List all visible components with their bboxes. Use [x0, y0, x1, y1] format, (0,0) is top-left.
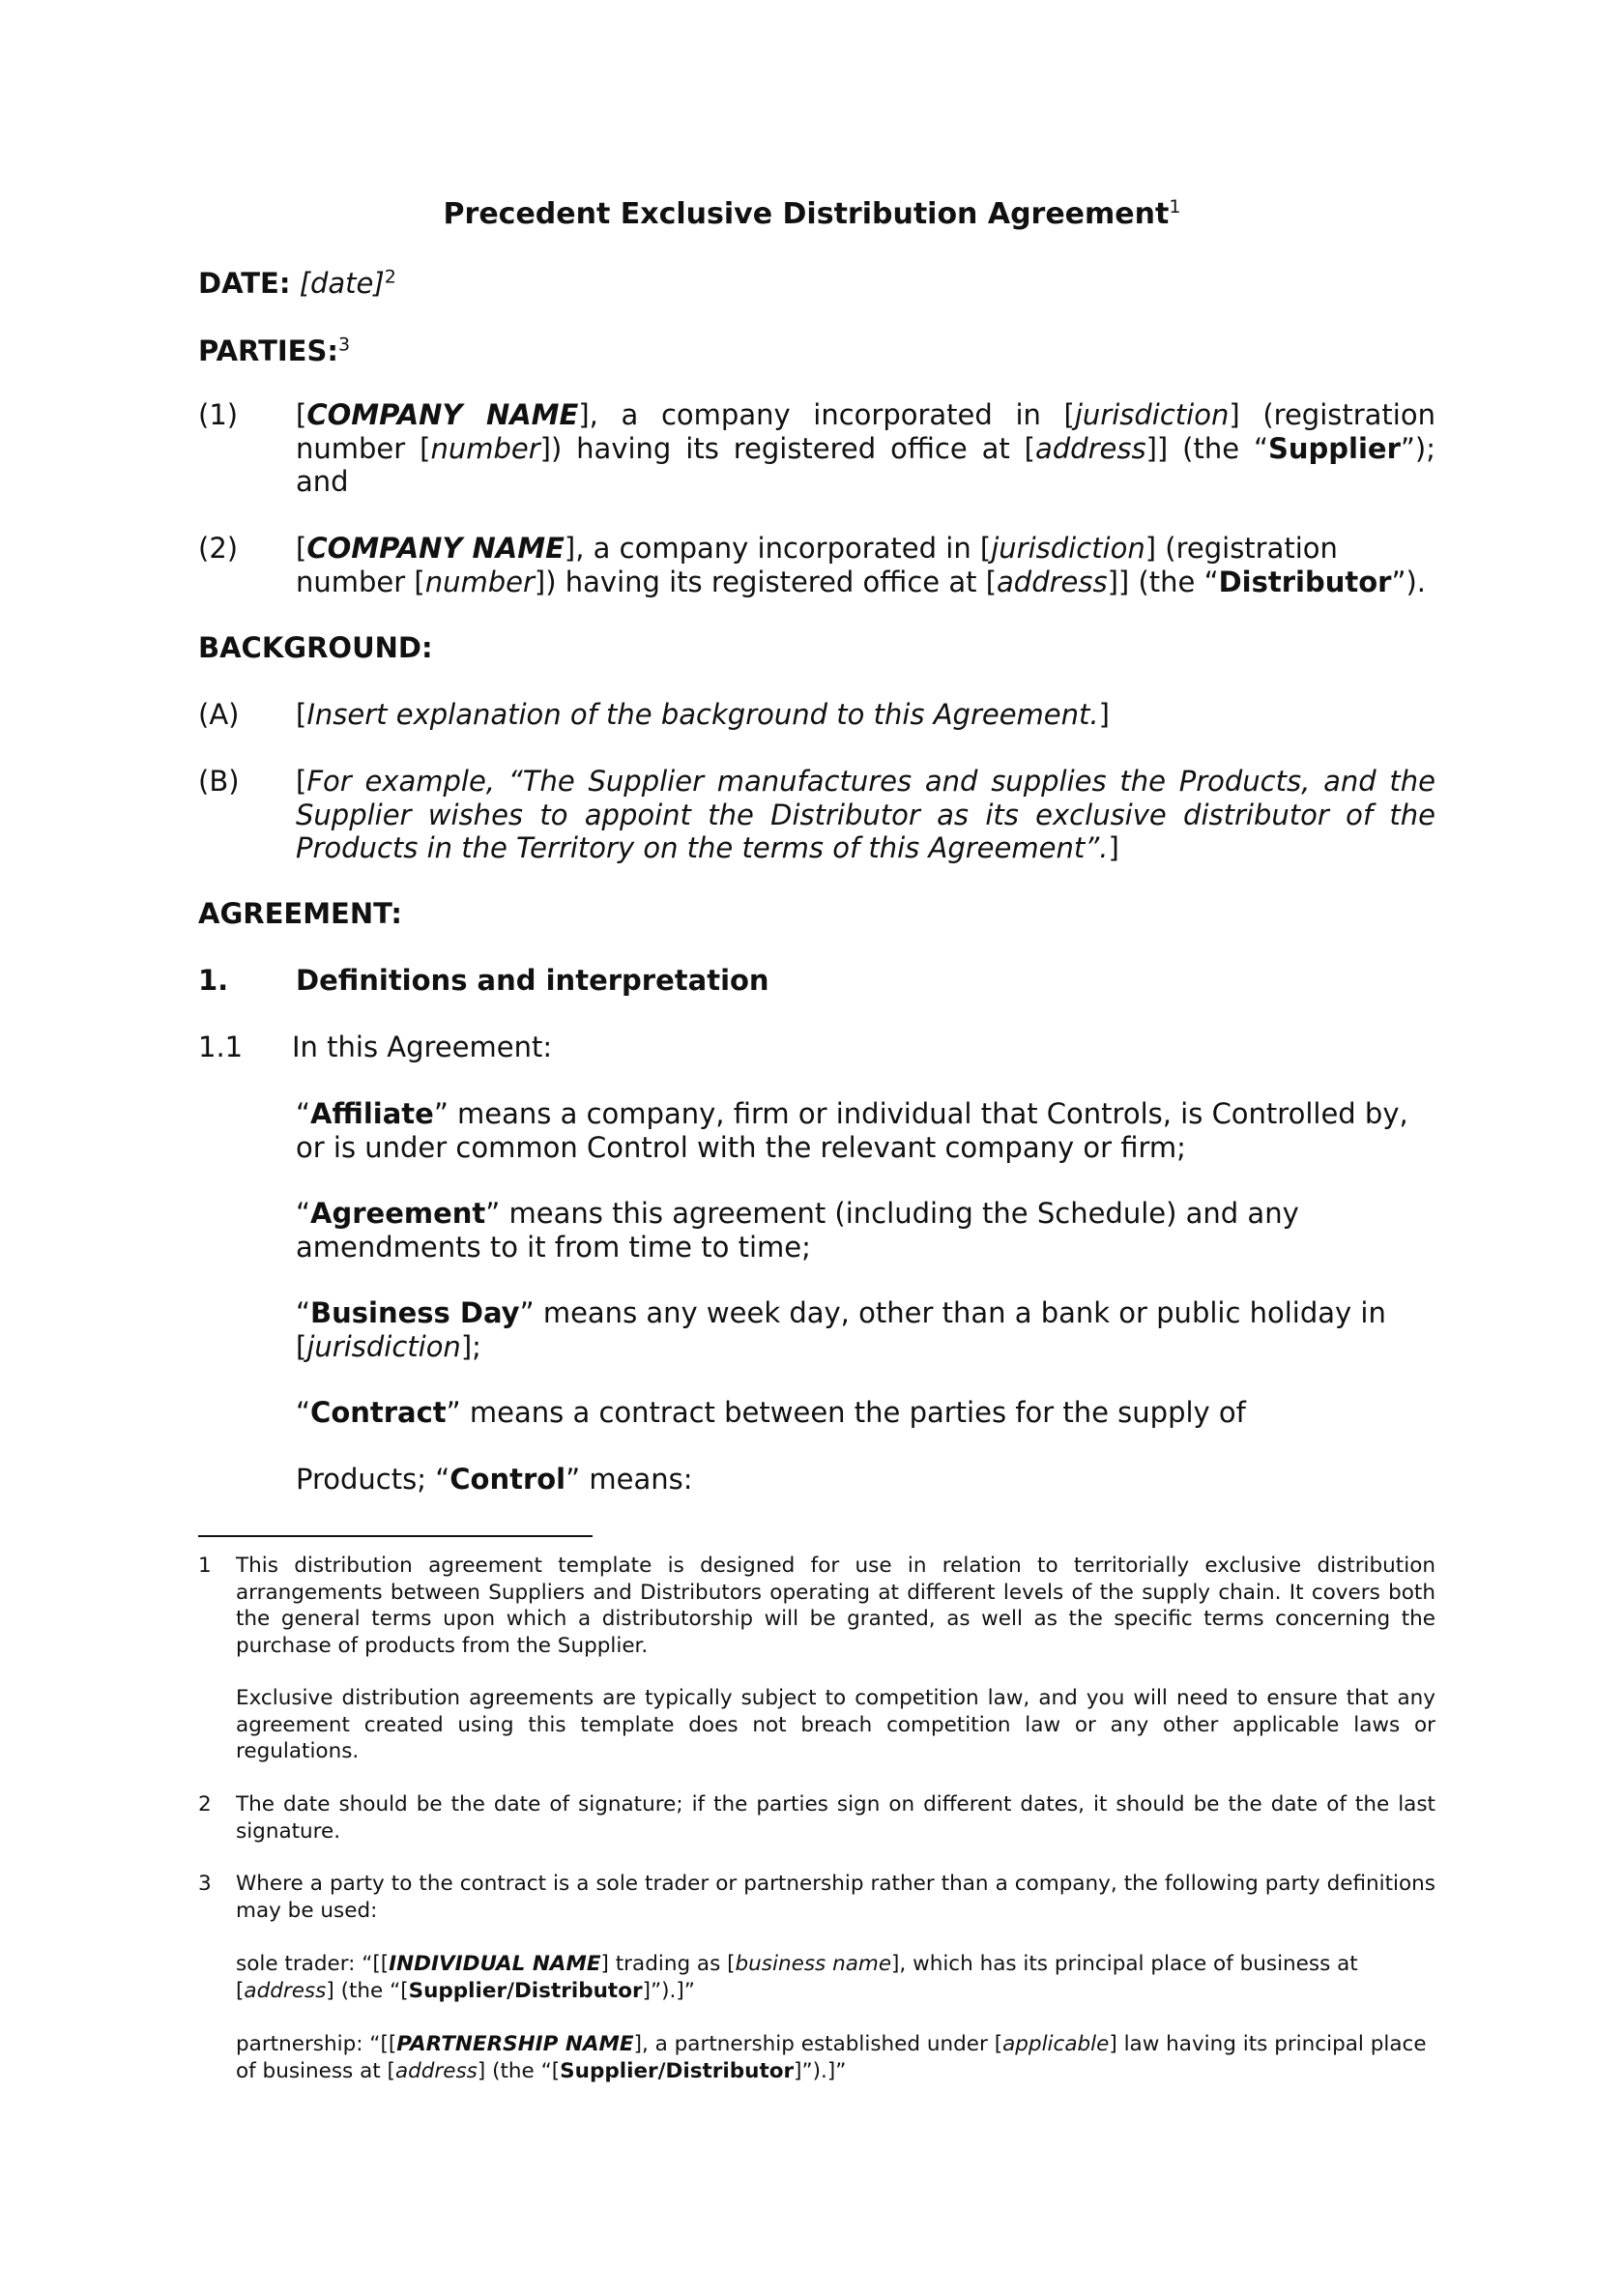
definition-text: ” means:	[565, 1463, 693, 1496]
fn-text: partnership: “[[	[236, 2032, 397, 2056]
date-value: [date]	[299, 267, 385, 300]
footnote-3-para-1: Where a party to the contract is a sole trader or partnership rather than a company, the following party definitions may be used:	[236, 1872, 1435, 1923]
definition-business-day: “Business Day” means any week day, other than a bank or public holiday in [jurisdiction];	[296, 1296, 1386, 1363]
date-line	[198, 267, 396, 301]
parties-heading	[198, 334, 350, 368]
definition-control	[296, 1463, 1435, 1497]
party-1-jurisdiction: jurisdiction	[1074, 398, 1230, 431]
party-2-jurisdiction: jurisdiction	[991, 532, 1145, 565]
footnote-ref-1: 1	[1169, 196, 1181, 218]
fn-defined: Supplier/Distributor	[408, 1978, 643, 2003]
footnote-1-para-1: This distribution agreement template is designed for use in relation to territorially exclusive distribution arrangements between Suppliers and Distributors operating at different levels of the supply chain. It covers both the general terms upon which a distributorship will be granted, as well as the specific terms concerning the purchase of products from the Supplier.	[236, 1554, 1435, 1658]
fn-italic: address	[394, 2058, 478, 2083]
party-2-tail: ”).	[1391, 565, 1427, 598]
title-text: Precedent Exclusive Distribution Agreement	[443, 197, 1170, 231]
background-a-number: (A)	[198, 698, 240, 731]
footnote-1-para-2: Exclusive distribution agreements are typically subject to competition law, and you will need to ensure that any agreement created using this template does not breach competition law or any other applicable laws or regulations.	[236, 1686, 1435, 1763]
parties-label: PARTIES:	[198, 334, 338, 367]
fn-italic: applicable	[1002, 2032, 1110, 2056]
fn-italic: address	[244, 1978, 327, 2003]
background-b-italic: For example, “The Supplier manufactures and supplies the Products, and the Supplier wishes to appoint the Distributor as its exclusive distributor of the Products in the Territory on the terms of this Agreement”.	[296, 765, 1435, 864]
definition-agreement: “Agreement” means this agreement (including the Schedule) and any amendments to it from time to time;	[296, 1197, 1299, 1264]
section-1-title: Definitions and interpretation	[296, 964, 769, 997]
agreement-heading: AGREEMENT:	[198, 897, 402, 930]
definition-pre: Products; “	[296, 1463, 450, 1496]
definition-text: ” means this agreement (including the Schedule) and any amendments to it from time to time;	[296, 1197, 1299, 1264]
footnote-ref-3: 3	[337, 334, 351, 356]
party-2-name: COMPANY NAME	[306, 532, 565, 565]
party-1-name: COMPANY NAME	[306, 398, 579, 431]
fn-text: ] trading as [	[600, 1952, 736, 1976]
fn-defined: Supplier/Distributor	[560, 2058, 795, 2083]
definition-text: ” means a contract between the parties for the supply of	[446, 1396, 1246, 1429]
definition-italic: jurisdiction	[306, 1329, 461, 1363]
fn-name: INDIVIDUAL NAME	[389, 1952, 601, 1976]
fn-italic: business name	[735, 1952, 892, 1976]
footnote-3-sole-trader	[236, 1951, 1435, 2004]
footnote-3-number: 3	[198, 1872, 212, 1896]
background-a-text: [Insert explanation of the background to this Agreement.]	[296, 698, 1110, 731]
footnote-ref-2: 2	[384, 266, 396, 288]
fn-text: ]”).]”	[642, 1978, 695, 2003]
party-2-number-value: number	[424, 565, 535, 598]
party-1-defined-term: Supplier	[1268, 431, 1401, 465]
party-2-defined-term: Distributor	[1218, 565, 1392, 598]
definition-term: Agreement	[310, 1197, 486, 1230]
background-heading: BACKGROUND:	[198, 631, 433, 664]
fn-text: ] (the “[	[477, 2058, 561, 2083]
definition-text: ” means any week day, other than a bank or public holiday in [	[296, 1296, 1386, 1363]
clause-1-1-text: In this Agreement:	[292, 1031, 553, 1063]
fn-text: ]”).]”	[794, 2058, 847, 2083]
party-2-number: (2)	[198, 532, 239, 565]
date-label: DATE:	[198, 267, 291, 300]
fn-text: ], a partnership established under [	[633, 2032, 1003, 2056]
document-title	[193, 197, 1431, 231]
party-1-number: (1)	[198, 398, 239, 431]
footnote-2-para-1: The date should be the date of signature; if the parties sign on different dates, it should be the date of the last signature.	[236, 1792, 1435, 1844]
footnote-3-partnership	[236, 2031, 1435, 2084]
party-2-text: [COMPANY NAME], a company incorporated in [jurisdiction] (registration number [number]) having its registered office at [address]] (the “Distributor”).	[296, 532, 1427, 598]
definition-term: Control	[449, 1463, 566, 1496]
definition-term: Contract	[310, 1396, 447, 1429]
definition-term: Affiliate	[310, 1097, 434, 1130]
footnote-separator	[198, 1535, 593, 1537]
fn-text: ] law having its principal place of business at [	[236, 2032, 1427, 2083]
party-1-tail: ”); and	[296, 431, 1436, 498]
definition-tail: ];	[460, 1329, 481, 1363]
definition-contract: “Contract” means a contract between the parties for the supply of	[296, 1396, 1246, 1429]
footnote-1-number: 1	[198, 1554, 212, 1578]
party-1-number-value: number	[430, 431, 540, 465]
clause-1-1-number: 1.1	[198, 1031, 244, 1063]
party-2-address: address	[997, 565, 1108, 598]
background-b-number: (B)	[198, 765, 240, 798]
footnote-2-number: 2	[198, 1792, 212, 1816]
background-b-text: [For example, “The Supplier manufactures and supplies the Products, and the Supplier wishes to appoint the Distributor as its exclusive distributor of the Products in the Territory on the terms of this Agreement”.]	[296, 765, 1435, 864]
section-1-number: 1.	[198, 964, 229, 997]
fn-text: ], which has its principal place of business at [	[236, 1952, 1358, 2003]
party-1-address: address	[1035, 431, 1146, 465]
party-1-text: [COMPANY NAME], a company incorporated in [jurisdiction] (registration number [number]) having its registered office at [address]] (the “Supplier”); and	[296, 398, 1436, 498]
definition-text: ” means a company, firm or individual that Controls, is Controlled by, or is under common Control with the relevant company or firm;	[296, 1097, 1408, 1164]
definition-term: Business Day	[310, 1296, 520, 1329]
fn-text: sole trader: “[[	[236, 1952, 390, 1976]
background-a-italic: Insert explanation of the background to this Agreement.	[306, 698, 1099, 731]
fn-name: PARTNERSHIP NAME	[396, 2032, 634, 2056]
definition-affiliate: “Affiliate” means a company, firm or individual that Controls, is Controlled by, or is under common Control with the relevant company or firm;	[296, 1097, 1408, 1164]
fn-text: ] (the “[	[326, 1978, 409, 2003]
